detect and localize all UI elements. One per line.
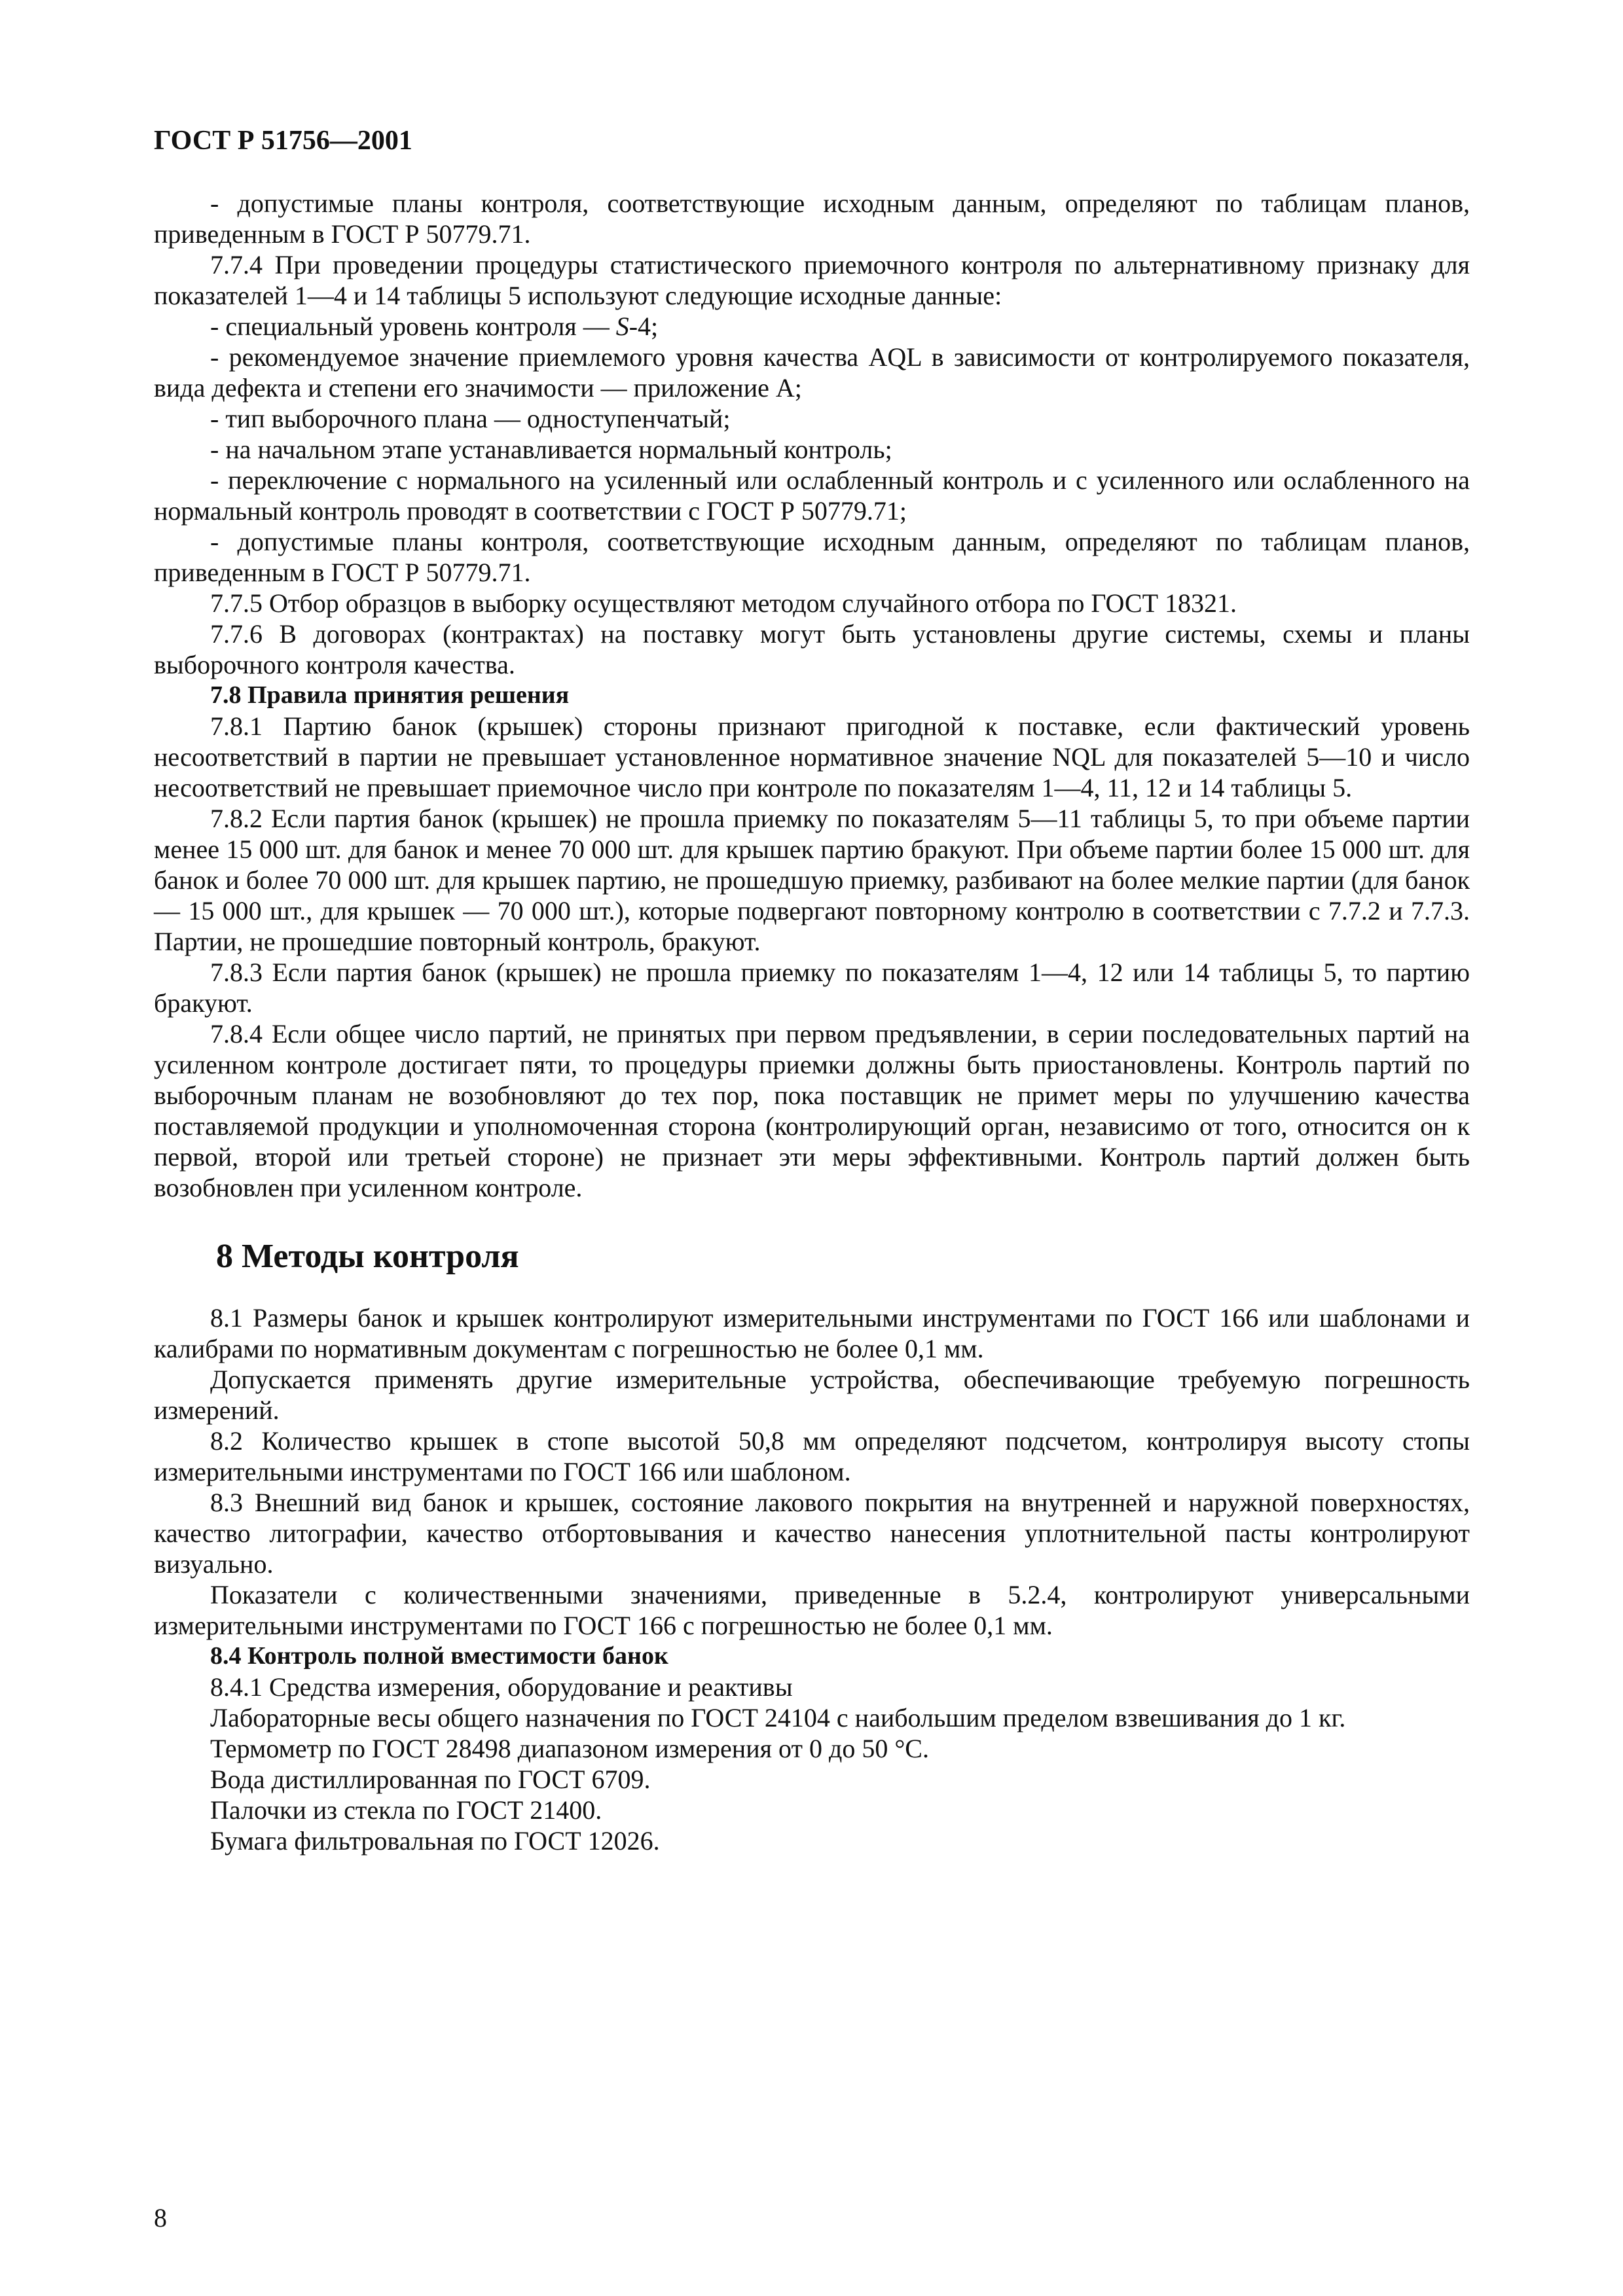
paragraph: 7.8.4 Если общее число партий, не принятых при первом предъявлении, в серии последовательных партий на усиленном контроле достигает пяти, то процедуры приемки должны быть приостановлены. Контроль партий по выборочным планам не возобновляют до тех пор, пока поставщик не примет меры по улучшению качества поставляемой продукции и уполномоченная сторона (контролирующий орган, независимо от того, относится он к первой, второй или третьей стороне) не признает эти меры эффективными. Контроль партий должен быть возобновлен при усиленном контроле.: [154, 1019, 1470, 1202]
level-letter: S: [615, 312, 629, 341]
paragraph: 7.8.3 Если партия банок (крышек) не прошла приемку по показателям 1—4, 12 или 14 таблицы 5, то партию бракуют.: [154, 958, 1470, 1018]
paragraph: 8.2 Количество крышек в стопе высотой 50,8 мм определяют подсчетом, контролируя высоту стопы измерительными инструментами по ГОСТ 166 или шаблоном.: [154, 1426, 1470, 1486]
paragraph: 8.1 Размеры банок и крышек контролируют измерительными инструментами по ГОСТ 166 или шаблонами и калибрами по нормативным документам с погрешностью не более 0,1 мм.: [154, 1303, 1470, 1363]
paragraph-control-level: [154, 311, 1470, 342]
paragraph: Лабораторные весы общего назначения по ГОСТ 24104 с наибольшим пределом взвешивания до 1 кг.: [210, 1703, 1346, 1732]
paragraph: 8.3 Внешний вид банок и крышек, состояние лакового покрытия на внутренней и наружной поверхностях, качество литографии, качество отбортовывания и качество нанесения уплотнительной пасты контролируют визуально.: [154, 1488, 1470, 1579]
document-body: [154, 188, 1470, 1856]
paragraph: - тип выборочного плана — одноступенчатый;: [210, 404, 731, 433]
text-fragment: - специальный уровень контроля —: [210, 312, 616, 341]
paragraph: 8.4.1 Средства измерения, оборудование и реактивы: [210, 1672, 793, 1702]
page-number: 8: [154, 2203, 167, 2233]
paragraph: 7.8.2 Если партия банок (крышек) не прошла приемку по показателям 5—11 таблицы 5, то при объеме партии менее 15 000 шт. для банок и менее 70 000 шт. для крышек партию бракуют. При объеме партии более 15 000 шт. для банок и более 70 000 шт. для крышек партию, не прошедшую приемку, разбивают на более мелкие партии (для банок — 15 000 шт., для крышек — 70 000 шт.), которые подвергают повторному контролю в соответствии с 7.7.2 и 7.7.3. Партии, не прошедшие повторный контроль, бракуют.: [154, 804, 1470, 956]
paragraph: Палочки из стекла по ГОСТ 21400.: [210, 1795, 602, 1825]
paragraph: - допустимые планы контроля, соответствующие исходным данным, определяют по таблицам планов, приведенным в ГОСТ Р 50779.71.: [154, 188, 1470, 249]
text-fragment: -4;: [629, 312, 659, 341]
subsection-heading: 7.8 Правила принятия решения: [210, 681, 570, 709]
section-heading: 8 Методы контроля: [216, 1238, 519, 1275]
paragraph: 7.8.1 Партию банок (крышек) стороны признают пригодной к поставке, если фактический уровень несоответствий в партии не превышает установленное нормативное значение NQL для показателей 5—10 и число несоответствий не превышает приемочное число при контроле по показателям 1—4, 11, 12 и 14 таблицы 5.: [154, 711, 1470, 802]
subsection-heading: 8.4 Контроль полной вместимости банок: [210, 1642, 668, 1670]
paragraph: Допускается применять другие измерительные устройства, обеспечивающие требуемую погрешность измерений.: [154, 1365, 1470, 1425]
paragraph: Термометр по ГОСТ 28498 диапазоном измерения от 0 до 50 °С.: [210, 1734, 929, 1763]
paragraph: Вода дистиллированная по ГОСТ 6709.: [210, 1765, 651, 1794]
paragraph: Показатели с количественными значениями, приведенные в 5.2.4, контролируют универсальными измерительными инструментами по ГОСТ 166 с погрешностью не более 0,1 мм.: [154, 1580, 1470, 1640]
paragraph: 7.7.4 При проведении процедуры статистического приемочного контроля по альтернативному признаку для показателей 1—4 и 14 таблицы 5 используют следующие исходные данные:: [154, 250, 1470, 310]
paragraph: Бумага фильтровальная по ГОСТ 12026.: [210, 1826, 660, 1856]
paragraph: - допустимые планы контроля, соответствующие исходным данным, определяют по таблицам планов, приведенным в ГОСТ Р 50779.71.: [154, 527, 1470, 587]
paragraph: - переключение с нормального на усиленный или ослабленный контроль и с усиленного или ослабленного на нормальный контроль проводят в соответствии с ГОСТ Р 50779.71;: [154, 465, 1470, 526]
paragraph: 7.7.5 Отбор образцов в выборку осуществляют методом случайного отбора по ГОСТ 18321.: [210, 588, 1237, 618]
paragraph: - рекомендуемое значение приемлемого уровня качества AQL в зависимости от контролируемого показателя, вида дефекта и степени его значимости — приложение А;: [154, 342, 1470, 403]
paragraph: - на начальном этапе устанавливается нормальный контроль;: [210, 435, 892, 464]
paragraph: 7.7.6 В договорах (контрактах) на поставку могут быть установлены другие системы, схемы и планы выборочного контроля качества.: [154, 619, 1470, 679]
document-header: ГОСТ Р 51756—2001: [154, 126, 412, 156]
